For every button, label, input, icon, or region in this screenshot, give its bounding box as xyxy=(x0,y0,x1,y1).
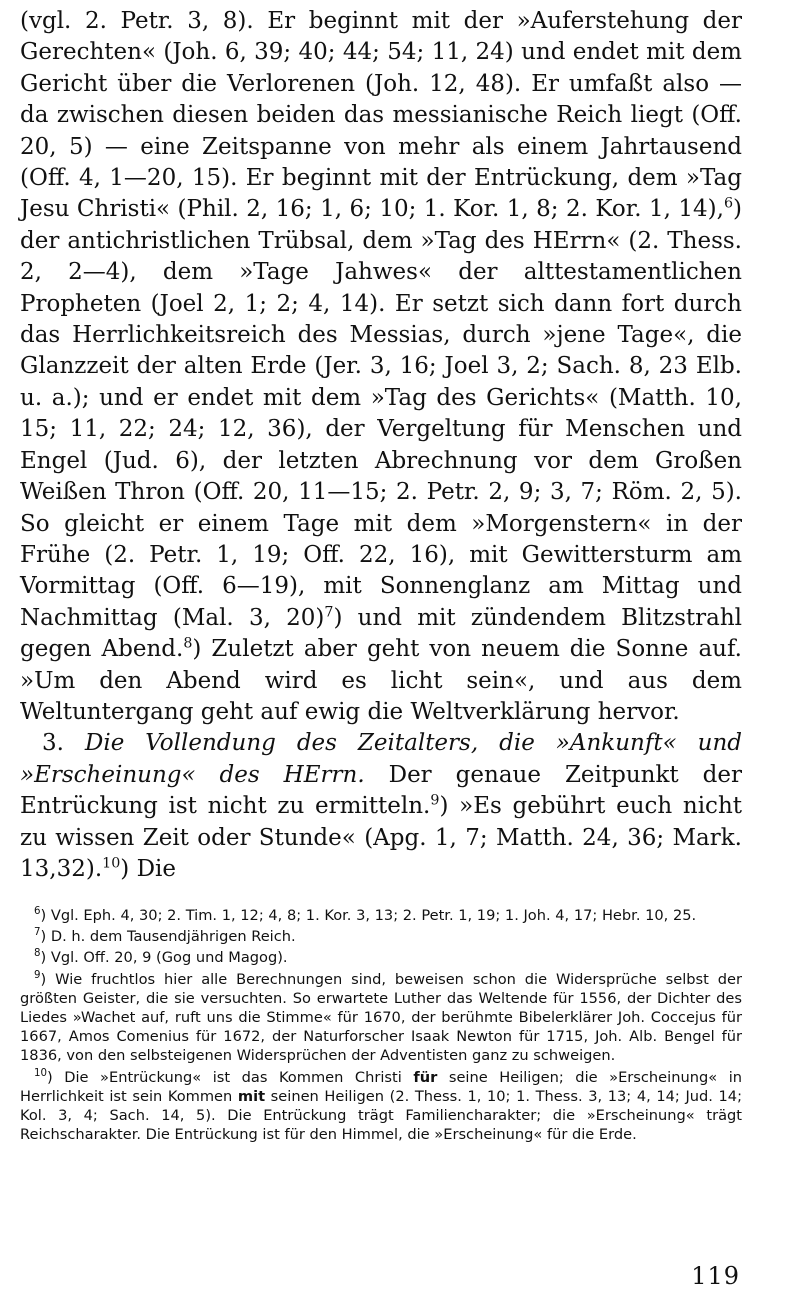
text-run: ) Die xyxy=(120,855,176,882)
main-text xyxy=(20,6,742,885)
paragraph-2 xyxy=(20,728,742,885)
footnote-ref-9[interactable]: 9 xyxy=(430,792,440,809)
footnote-ref-10[interactable]: 10 xyxy=(102,855,121,872)
footnote-mark: 7 xyxy=(34,927,41,939)
text-run: ) »Es gebührt euch nicht zu wissen Zeit oder Stunde« (Apg. 1, 7; Matth. 24, 36; Mark. 13,32). xyxy=(20,793,742,882)
footnote-ref-7[interactable]: 7 xyxy=(324,604,334,621)
section-heading: Die Vollendung des Zeitalters, die »Ankunft« und »Erscheinung« des HErrn. xyxy=(20,730,742,788)
footnote-9 xyxy=(20,970,742,1066)
footnote-text: seine Heiligen; die »Erscheinung« in Herrlichkeit ist sein Kommen xyxy=(20,1068,742,1105)
text-run: (vgl. 2. Petr. 3, 8). Er beginnt mit der »Auferstehung der Gerechten« (Joh. 6, 39; 40; 44; 54; 11, 24) und endet mit dem Gericht über die Verlorenen (Joh. 12, 48). Er umfaßt also — da zwischen diesen beiden das messianische Reich liegt (Off. 20, 5) — eine Zeitspanne von mehr als einem Jahrtausend (Off. 4, 1—20, 15). Er beginnt mit der Entrückung, dem »Tag Jesu Christi« (Phil. 2, 16; 1, 6; 10; 1. Kor. 1, 8; 2. Kor. 1, 14), xyxy=(20,8,742,223)
footnotes xyxy=(20,906,742,1146)
paragraph-1 xyxy=(20,6,742,728)
footnote-mark: 6 xyxy=(34,906,41,918)
footnote-7 xyxy=(20,927,742,946)
text-run: ) Zuletzt aber geht von neuem die Sonne auf. »Um den Abend wird es licht sein«, und aus dem Weltuntergang geht auf ewig die Weltverklärung hervor. xyxy=(20,636,742,725)
footnote-mark: 8 xyxy=(34,948,41,960)
footnote-text: seinen Heiligen (2. Thess. 1, 10; 1. Thess. 3, 13; 4, 14; Jud. 14; Kol. 3, 4; Sach. 14, 5). Die Entrückung trägt Familiencharakter; die »Erscheinung« trägt Reichscharakter. Die Entrückung ist für den Himmel, die »Erscheinung« für die Erde. xyxy=(20,1087,742,1144)
page-number: 119 xyxy=(691,1262,740,1290)
footnote-ref-8[interactable]: 8 xyxy=(183,635,193,652)
footnote-6 xyxy=(20,906,742,925)
text-run: ) der antichristlichen Trübsal, dem »Tag des HErrn« (2. Thess. 2, 2—4), dem »Tage Jahwes« der alttestamentlichen Propheten (Joel 2, 1; 2; 4, 14). Er setzt sich dann fort durch das Herrlichkeitsreich des Messias, durch »jene Tage«, die Glanzzeit der alten Erde (Jer. 3, 16; Joel 3, 2; Sach. 8, 23 Elb. u. a.); und er endet mit dem »Tag des Gerichts« (Matth. 10, 15; 11, 22; 24; 12, 36), der Vergeltung für Menschen und Engel (Jud. 6), der letzten Abrechnung vor dem Großen Weißen Thron (Off. 20, 11—15; 2. Petr. 2, 9; 3, 7; Röm. 2, 5). So gleicht er einem Tage mit dem »Morgenstern« in der Frühe (2. Petr. 1, 19; Off. 22, 16), mit Gewittersturm am Vormittag (Off. 6—19), mit Sonnenglanz am Mittag und Nachmittag (Mal. 3, 20) xyxy=(20,196,742,631)
footnote-emphasis: mit xyxy=(237,1087,266,1105)
footnote-text: ) D. h. dem Tausendjährigen Reich. xyxy=(40,928,296,946)
footnote-ref-6[interactable]: 6 xyxy=(723,195,734,212)
page xyxy=(20,6,742,885)
footnote-10 xyxy=(20,1068,742,1145)
footnote-mark: 10 xyxy=(34,1067,48,1079)
text-run: ) und mit zündendem Blitzstrahl gegen Abend. xyxy=(20,604,743,663)
text-run: Der genaue Zeitpunkt der Entrückung ist nicht zu ermitteln. xyxy=(20,761,742,820)
footnote-text: ) Wie fruchtlos hier alle Berechnungen sind, beweisen schon die Widersprüche selbst der größten Geister, die sie versuchten. So erwartete Luther das Weltende für 1556, der Dichter des Liedes »Wachet auf, ruft uns die Stimme« für 1670, der berühmte Bibelerklärer Joh. Coccejus für 1667, Amos Comenius für 1672, der Naturforscher Isaak Newton für 1715, Joh. Alb. Bengel für 1836, von den selbsteigenen Widersprüchen der Adventisten ganz zu schweigen. xyxy=(20,970,742,1065)
footnote-mark: 9 xyxy=(34,969,41,981)
footnote-8 xyxy=(20,948,742,967)
footnote-text: ) Vgl. Eph. 4, 30; 2. Tim. 1, 12; 4, 8; 1. Kor. 3, 13; 2. Petr. 1, 19; 1. Joh. 4, 17; Hebr. 10, 25. xyxy=(40,907,697,924)
footnote-emphasis: für xyxy=(413,1068,438,1086)
section-number: 3. xyxy=(42,730,85,757)
footnote-text: ) Die »Entrückung« ist das Kommen Christi xyxy=(47,1068,414,1086)
footnote-text: ) Vgl. Off. 20, 9 (Gog und Magog). xyxy=(40,949,288,967)
